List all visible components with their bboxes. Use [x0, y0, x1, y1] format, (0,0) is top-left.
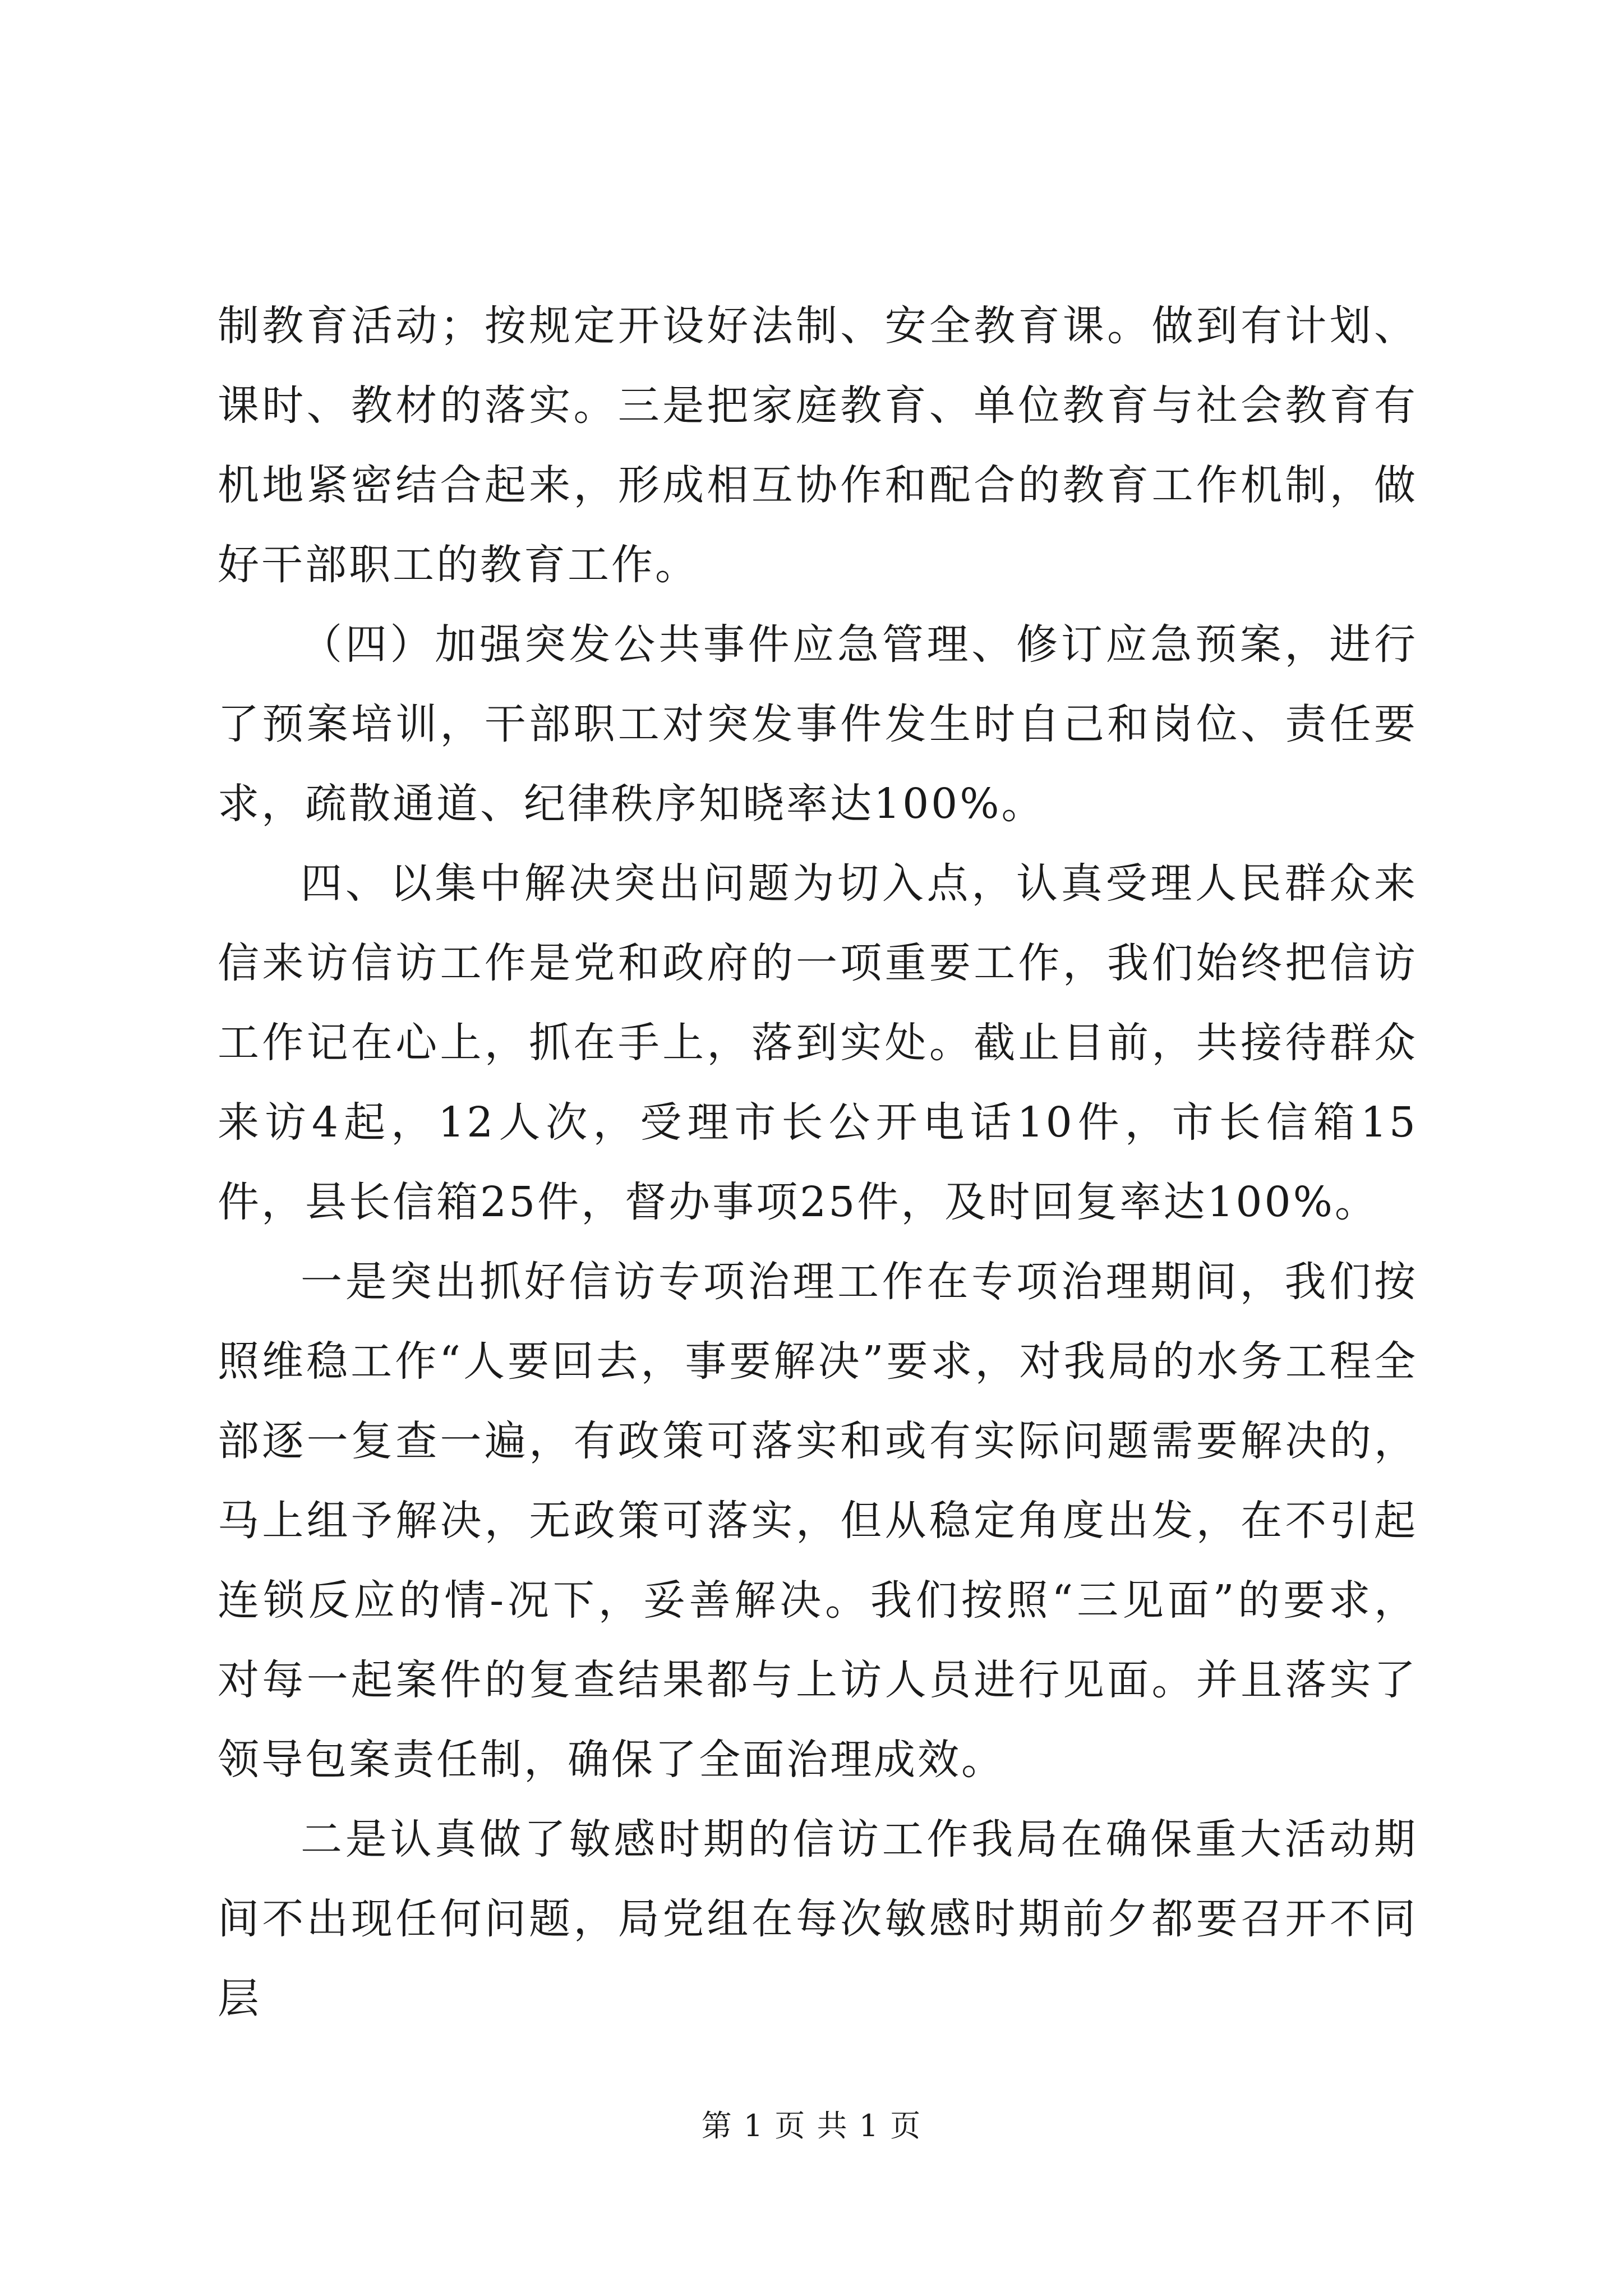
paragraph-2: （四）加强突发公共事件应急管理、修订应急预案，进行了预案培训，干部职工对突发事件发生时自己和岗位、责任要求，疏散通道、纪律秩序知晓率达100%。: [218, 620, 1418, 828]
paragraph-3: 四、以集中解决突出问题为切入点，认真受理人民群众来信来访信访工作是党和政府的一项重要工作，我们始终把信访工作记在心上，抓在手上，落到实处。截止目前，共接待群众来访4起，12人次，受理市长公开电话10件，市长信箱15件，县长信箱25件，督办事项25件，及时回复率达100%。: [218, 859, 1418, 1226]
paragraph-4: 一是突出抓好信访专项治理工作在专项治理期间，我们按照维稳工作“人要回去，事要解决”要求，对我局的水务工程全部逐一复查一遍，有政策可落实和或有实际问题需要解决的，马上组予解决，无政策可落实，但从稳定角度出发，在不引起连锁反应的情-况下，妥善解决。我们按照“三见面”的要求，对每一起案件的复查结果都与上访人员进行见面。并且落实了领导包案责任制，确保了全面治理成效。: [218, 1258, 1418, 1784]
page-number-footer: 第 1 页 共 1 页: [701, 2108, 922, 2143]
paragraph-5: 二是认真做了敏感时期的信访工作我局在确保重大活动期间不出现任何问题，局党组在每次敏感时期前夕都要召开不同层: [218, 1815, 1418, 2023]
document-body: [218, 286, 1418, 2039]
paragraph-1: 制教育活动；按规定开设好法制、安全教育课。做到有计划、课时、教材的落实。三是把家庭教育、单位教育与社会教育有机地紧密结合起来，形成相互协作和配合的教育工作机制，做好干部职工的教育工作。: [218, 302, 1418, 589]
